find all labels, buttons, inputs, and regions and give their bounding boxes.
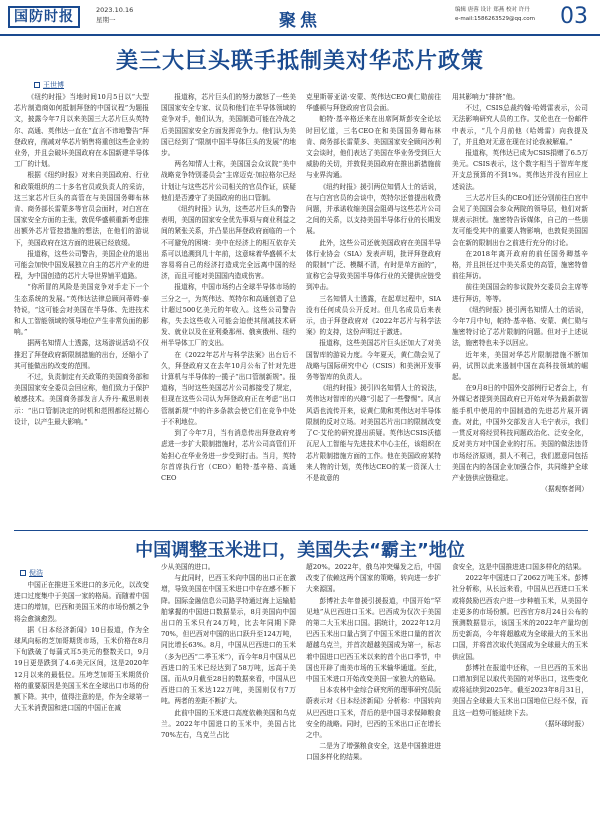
article2-column-3	[306, 562, 441, 826]
paragraph: 帕特·基辛格还来在出席阿斯彭安全论坛时回忆道，三名CEO在和美国国务卿布林肯、商务部长雷蒙多、美国国家安全顾问沙利文会谈时，他们表达了美国在华业务受到巨大威胁的关切，并敦促美国政府在推出新措施前与业界沟通。	[306, 115, 441, 180]
paragraph: 不过，CSIS总裁约翰·哈姆雷表示，公司无法影响研究人员的工作。艾伦也在一份邮件中表示，“几个月前他（哈姆雷）向我提及了，并且绝对无意在现在讨论我被解雇。”	[452, 104, 588, 146]
paragraph: 《纽约时报》认为，这些芯片巨头的警告表明，美国的国家安全优先事项与商业利益之间的紧张关系，并凸显出拜登政府面临的一个不可避免的困境：美中在经济上的相互依存关系可以追溯到几十年前，这意味着华盛顿不太容易将自己的经济打造成完全远离中国的经济，而且可能对美国国内造成伤害。	[161, 205, 296, 281]
issue-weekday: 星期一	[96, 16, 116, 24]
paragraph: 报道称，芯片巨头们的努力激怒了一些美国国家安全专家、议员和他们在半导体领域的竞争对手，他们认为，美国制造可能在冷战之后美国国家安全方面发挥竞争力。他们认为美国已经到了“限制中国半导体巨头的发展”的地步。	[161, 93, 296, 158]
paragraph: 据两名知情人士透露，这场游说活动不仅推迟了拜登政府新限制措施的出台，还缩小了其可能做出的改变的范围。	[14, 339, 149, 370]
article-divider	[14, 530, 588, 531]
paragraph: 用其影响力“排挤”他。	[452, 93, 520, 101]
paragraph: 超20%。2022年，俄乌冲突爆发之后，中国改变了依赖这两个国家的策略，转向进一步扩大来源国。	[306, 563, 441, 594]
paragraph: 与此同时，巴西玉米向中国的出口正在激增，导致美国在中国玉米进口中存在感不断下降。国际金融信息公司路孚特通过海上运输船舶掌握的中国进口数据显示，8月美国向中国出口的玉米只有24万吨，比去年同期下降70%，但巴西对中国的出口跃升至124万吨，同比增长63%。8月，中国从巴西进口的玉米（多为巴西“二季玉米”），而今年8月中国从巴西进口的玉米已经达到了58万吨，远高于美国。而从9月截至28日的数据来看，中国从巴西进口的玉米达122万吨，美国则仅有7万吨。两者的差距不断扩大。	[161, 574, 296, 706]
article2-author: 倪浩	[29, 569, 43, 577]
paragraph: 少从美国的进口。	[161, 563, 215, 571]
paragraph: 日本农林中金综合研究所的理事研究员阮蔚表示对《日本经济新闻》分析称：中国转向从巴西进口玉米，背后的是中国寻求保障粮食安全的战略。同时，巴西的玉米出口正在增长之中。	[306, 686, 441, 740]
article2-column-4	[452, 562, 588, 826]
article1-column-1	[14, 92, 149, 527]
article2-source: （据环球时报）	[541, 719, 588, 728]
paragraph: 不过，负责制定有关政策的美国商务部和美国国家安全委员会回应称，他们致力于保护敏感技术。美国商务部发言人乔丹·戴思则表示：“出口管制决定的时机和范围都经过精心设计，以产生最大影响。”	[14, 373, 149, 426]
paragraph: 在9月8日的中国外交部例行记者会上，有外媒记者提到美国政府已开始对华为最新款智能手机中使用的中国制造的先进芯片展开调查。对此，中国外交部发言人毛宁表示，我们一贯反对将经贸科技问题政治化、泛安全化，反对美方对中国企业的打压。美国的做法违背市场经济原则，损人不利己，我们愿意同包括美国在内的各国企业加强合作，共同维护全球产业链供应链稳定。	[452, 384, 588, 482]
editorial-credits	[455, 6, 535, 24]
article1-column-2	[161, 92, 296, 527]
paragraph: “你所冒的风险是美国竞争对手走下一个生态系统的发展。”英伟达法律总顾问蒂姆·泰特说，“这可能会对美国在半导体、先进技术和人工智能领域的领导地位产生非常负面的影响。”	[14, 283, 149, 337]
paragraph: 彭博社在报道中还称，一旦巴西的玉米出口增加到足以取代美国的对华出口，这些变化或将延续到2025年。截至2023年8月31日，美国占全球最大玉米出口国地位已经不保，而且这一趋势可能延续下去。	[452, 663, 588, 717]
article2-headline: 中国调整玉米进口，美国失去“霸主”地位	[135, 540, 465, 561]
section-title: 聚焦	[279, 11, 321, 31]
paragraph: 二是为了增强粮食安全，这是中国推进进口国多样化的结果。	[306, 742, 441, 762]
paragraph: 《纽约时报》援引四名知情人士的说法，英伟达对智库的兴趣“引起了一些警惕”。风言风语也流传开来，说黄仁勋和英伟达对半导体限制的反对立场。对美国芯片出口的限制改变了C·艾伦的研究提出质疑。英伟达CSIS沃德瓦尼人工智能与先进技术中心主任，该组织在芯片限制措施方面的工作。他在美国政府某特来人物的计划，英伟达CEO的某一资深人士不是故意的	[306, 384, 441, 482]
paragraph: 2022年中国进口了2062万吨玉米。彭博社分析称，从长远来看，中国从巴西进口玉米或将鼓励巴西农户进一步种植玉米，从美国夺走更多的市场份额。巴西官方8月24日公布的预测数据显示，该国玉米的2022年产量均创历史新高，今年将超越成为全球最大的玉米出口国，并将首次取代美国成为全球最大的玉米供应国。	[452, 574, 588, 661]
paragraph: 近年来，美国对华芯片限制措施不断加码，试图以此来遏制中国在高科技领域的崛起。	[452, 350, 588, 382]
paragraph: 《纽约时报》援引两名知情人士的话说，今年7月中旬，帕特·基辛格、安蒙、黄仁勋与施密特讨论了芯片限制的问题。但对于上述说法，施密特也未予以回应。	[452, 305, 588, 348]
paragraph: 《纽约时报》援引两位知情人士的话说，在与白宫官员的会谈中，英特尔还曾提出收费问题，并承诺收缩美国会阻碍与这些芯片公司之间的关系，以支持美国半导体行业的长期发展。	[306, 182, 441, 236]
newspaper-logo: 国防时报	[8, 6, 80, 28]
paragraph: 三大芯片巨头的CEO们还分别前往白宫中会见了美国国会参众两院的领导层，他们对新规表示担忧。施密特告诉媒体，自己的一些朋友可能受其中的重要人物影响，也敦促美国国会在新的限制出台之前进行充分的讨论。	[452, 193, 588, 247]
paragraph: 三名知情人士透露，在起草过程中，SIA没有任何成员公开反对。但几名成员后来表示，由于拜登政府对《2022年芯片与科学法案》的支持，这份声明过于激进。	[306, 294, 441, 337]
article1-source: （据观察者网）	[541, 485, 588, 494]
article1-byline	[34, 80, 64, 90]
paragraph: 此外，这些公司还就美国政府在美国半导体行业协会（SIA）发表声明，批评拜登政府的限制“广泛、模糊不清，有时是单方面的”，宣称它会导致美国半导体行业的关键供应链受到冲击。	[306, 238, 441, 292]
issue-date-block	[96, 5, 133, 25]
paragraph: 到了今年7月，当有消息传出拜登政府考虑进一步扩大限制措施时，芯片公司高管们开始担心在华业务进一步受到打击。当月，英特尔首席执行官（CEO）帕特·基辛格、高通CEO	[161, 429, 296, 482]
article2-column-1	[14, 580, 149, 826]
paragraph: 此前中国的玉米进口高度依赖美国和乌克兰。2022年中国进口的玉米中，美国占比70%左右，乌克兰占比	[161, 708, 296, 740]
article1-author: 王世博	[43, 81, 64, 89]
paragraph: 报道称，这些公司警告，美国企业的退出可能会加快中国发展独立自主的芯片产业的进程，为中国创造的芯片大导世界铺平道路。	[14, 249, 149, 281]
paragraph: 报道称，英伟达已成为CSIS捐赠了6.5万美元。CSIS表示，这个数字相当于智库年度开支总预算的不到1%。英伟达并没有回应上述说法。	[452, 149, 588, 191]
paragraph: 中国正在推进玉米进口的多元化，以改变进口过度集中于美国一家的格局。而随着中国进口的增加，巴西和美国玉米的市场份额之争将会愈演愈烈。	[14, 581, 149, 623]
article2-byline	[20, 568, 43, 578]
article1-column-4	[452, 92, 588, 527]
paragraph: 根据《纽约时报》对来自美国政府、行业和政策组织的二十多名官员或负责人的采访，这三家芯片巨头的高管在与美国国务卿布林肯、商务部长雷蒙多等官员会面时，对白宫在国家安全方面的主张，敦促华盛顿重新考虑推出额外芯片管控措施的想法，在他们的游说下，美国政府在这方面的进展已经放缓。	[14, 171, 149, 247]
paragraph: 克里斯蒂亚诺·安蒙、英伟达CEO黄仁勋前往华盛顿与拜登政府官员会面。	[306, 93, 441, 113]
editor-names: 编辑 唐蓉 设计 郑燕 校对 许丹	[455, 7, 530, 13]
byline-square-icon	[34, 82, 40, 88]
paragraph: 前往美国国会的参议院外交委员会主席等进行拜访，等等。	[452, 283, 588, 303]
paragraph: 在2018年离开政府的前任国务卿基辛格，并且担任过中美关系史的高管，施密特曾前往拜访。	[452, 249, 588, 281]
masthead	[0, 0, 600, 36]
paragraph: 据《日本经济新闻》10日报道，作为全球风向标的芝加哥期货市场，玉米价格在8月下旬跌破了每蒲式耳5美元的整数关口，9月19日更是跌到了4.6美元区间，这是2020年12月以来的最低位。压垮芝加哥玉米期货价格的重要原因是美国玉米在全球出口市场的份额下降。其中，值得注意的是，作为全球第一大玉米消费国和进口国的中国正在减	[14, 625, 149, 713]
paragraph: 报道称，中国市场约占全球半导体市场的三分之一，为英伟达、英特尔和高通创造了总计超过500亿美元的年收入。这些公司警告称，失去这些收入可能会迫使其削减技术研发、就业以及在亚利桑那州、俄亥俄州、纽约州半导体工厂的支出。	[161, 283, 296, 348]
article2-column-2	[161, 562, 296, 826]
page-number: 03	[560, 4, 588, 29]
paragraph: 在《2022年芯片与科学法案》出台后不久，拜登政府又在去年10月公布了针对先进计算机与半导体的一揽子“出口管制新规”。报道称，当时这些美国芯片公司都接受了规定，但现在这些公司认为拜登政府正在考虑“出口管制新规”中的许多条款会使它们在竞争中处于不利地位。	[161, 350, 296, 426]
byline-square-icon	[20, 570, 26, 576]
paragraph: 彭博社去年曾援引援报道，中国开始“罕见地”从巴西进口玉米。巴西成为仅次于美国的第二大玉米出口国。据统计，2022年12月巴西玉米出口量占到了中国玉米进口量的首次超越乌克兰，并首次超越美国成为第一，标志着中国进口巴西玉米以来的首个出口季节，中国也开辟了南美市场的玉米输华通道。至此，中国玉米进口开始改变美国一家独大的格局。	[306, 596, 441, 684]
issue-date: 2023.10.16	[96, 6, 134, 14]
paragraph: 两名知情人士称，美国国会众议院“美中战略竞争特别委员会”主席迈克·加拉格尔已经计划让与这些芯片公司相关的官员作证，质疑他们是否遵守了美国政府的出口管制。	[161, 160, 296, 202]
article1-column-3	[306, 92, 441, 527]
paragraph: 食安全，这是中国推进进口国多样化的结果。	[452, 563, 586, 571]
article1-headline: 美三大巨头联手抵制美对华芯片政策	[115, 49, 484, 74]
paragraph: 《纽约时报》当地时间10月5日以“大型芯片制造商如何抵制拜登的中国议程”为题报文，披露今年7月以来美国三大芯片巨头英特尔、高通、英伟达一直在“直言不讳地警告”拜登政府，削减对华芯片销售将重创这些企业的业务，并且会破坏美国政府在本国新建半导体工厂的计划。	[14, 93, 149, 169]
editor-email: e-mail:1586263529@qq.com	[455, 16, 535, 22]
paragraph: 报道称，这些美国芯片巨头还加大了对美国智库的游说力度。今年夏天，黄仁勋会见了战略与国际研究中心（CSIS）和美洲开发事务等智库的负责人。	[306, 339, 441, 382]
